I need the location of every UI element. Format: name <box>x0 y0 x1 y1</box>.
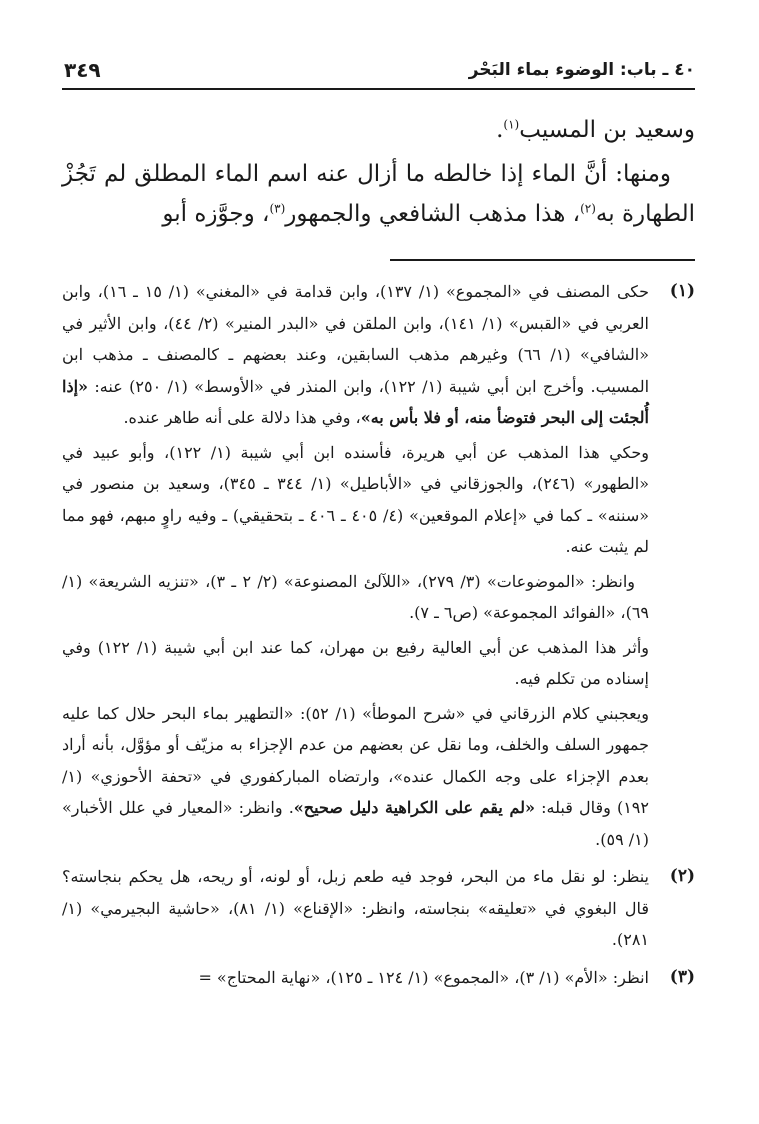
footnote-paragraph <box>62 698 649 856</box>
footnote-number: (٢) <box>669 866 695 886</box>
footnote-paragraph <box>62 276 649 434</box>
footnote-number: (٣) <box>669 966 695 987</box>
footnote-body <box>62 962 649 997</box>
main-text-line: وسعيد بن المسيب <box>519 117 695 143</box>
main-text-segment: ومنها: أنَّ الماء إذا خالطه ما أزال عنه اسم الماء المطلق لم تَجُزْ الطهارة به <box>62 161 695 227</box>
main-text-segment: ، وجوَّزه أبو <box>162 201 270 227</box>
footnote-ref-1: (١) <box>503 117 520 132</box>
footnote-paragraph: انظر: «الأم» (١/ ٣)، «المجموع» (١/ ١٢٤ ـ ١٢٥)، «نهاية المحتاج» = <box>198 967 649 987</box>
footnote-text: . وانظر: «المعيار في علل الأخبار» (١/ ٥٩). <box>62 798 649 849</box>
footnote-2 <box>62 861 695 959</box>
footnote-text: حكى المصنف في «المجموع» (١/ ١٣٧)، وابن قدامة في «المغني» (١/ ١٥ ـ ١٦)، وابن العربي في «القبس» (١/ ١٤١)، وابن الملقن في «البدر المنير» (٢/ ٤٤)، وابن الأثير في «الشافي» (١/ ٦٦) وغيرهم مذهب السابقين، وعند بعضهم ـ كالمصنف ـ مذهب ابن المسيب. وأخرج ابن أبي شيبة (١/ ١٢٢)، وابن المنذر في «الأوسط» (١/ ٢٥٠) عنه: <box>62 282 650 396</box>
footnote-3 <box>62 962 695 997</box>
main-text <box>62 110 695 234</box>
main-text-end: . <box>496 117 504 143</box>
footnote-body <box>62 276 649 858</box>
footnote-paragraph: وانظر: «الموضوعات» (٣/ ٢٧٩)، «اللآلئ المصنوعة» (٢/ ٢ ـ ٣)، «تنزيه الشريعة» (١/ ٦٩)، «الفوائد المجموعة» (ص٦ ـ ٧). <box>62 571 649 622</box>
footnote-bold-quote: «إذا أُلجئت إلى البحر فتوضأ منه، أو فلا بأس به» <box>62 376 649 427</box>
footnote-paragraph: ينظر: لو نقل ماء من البحر، فوجد فيه طعم زبل، أو لونه، أو ريحه، هل يحكم بنجاسته؟ قال البغوي في «تعليقه» بنجاسته، وانظر: «الإقناع» (١/ ٨١)، «حاشية البجيرمي» (١/ ٢٨١). <box>62 867 650 949</box>
footnote-ref-2: (٢) <box>580 201 596 216</box>
chapter-title: ٤٠ ـ باب: الوضوء بماء البَحْر <box>468 60 695 80</box>
page-number: ٣٤٩ <box>64 58 101 82</box>
footnote-number: (١) <box>669 281 695 301</box>
footnotes <box>62 276 695 999</box>
running-header <box>62 58 695 90</box>
footnote-divider <box>390 259 695 261</box>
footnote-ref-3: (٣) <box>269 201 286 216</box>
footnote-1 <box>62 276 695 858</box>
footnote-body <box>62 861 649 959</box>
footnote-paragraph: وأثر هذا المذهب عن أبي العالية رفيع بن مهران، كما عند ابن أبي شيبة (١/ ١٢٢) وفي إسناده من تكلم فيه. <box>62 637 650 688</box>
main-text-segment: ، هذا مذهب الشافعي والجمهور <box>285 201 581 227</box>
main-paragraph-1 <box>62 110 695 150</box>
footnote-paragraph: وحكي هذا المذهب عن أبي هريرة، فأسنده ابن أبي شيبة (١/ ١٢٢)، وأبو عبيد في «الطهور» (٢٤٦)، والجوزقاني في «الأباطيل» (١/ ٣٤٤ ـ ٣٤٥)، وسعيد بن منصور في «سننه» ـ كما في «إعلام الموقعين» (٤/ ٤٠٥ ـ ٤٠٦ ـ بتحقيقي) ـ وفيه راوٍ مبهم، فهو مما لم يثبت عنه. <box>62 442 650 556</box>
footnote-text: ، وفي هذا دلالة على أنه طاهر عنده. <box>123 408 361 427</box>
footnote-bold-quote: «لم يقم على الكراهية دليل صحيح» <box>293 798 535 817</box>
main-paragraph-2 <box>62 154 695 234</box>
footnote-text: ويعجبني كلام الزرقاني في «شرح الموطأ» (١/ ٥٢): «التطهير بماء البحر حلال كما عليه جمهور السلف والخلف، وما نقل عن بعضهم من عدم الإجزاء به مزيّف أو مؤوَّل، بأنه أراد بعدم الإجزاء على وجه الكمال عنده»، وارتضاه المباركفوري في «تحفة الأحوزي» (١/ ١٩٢) وقال قبله: <box>62 703 650 817</box>
